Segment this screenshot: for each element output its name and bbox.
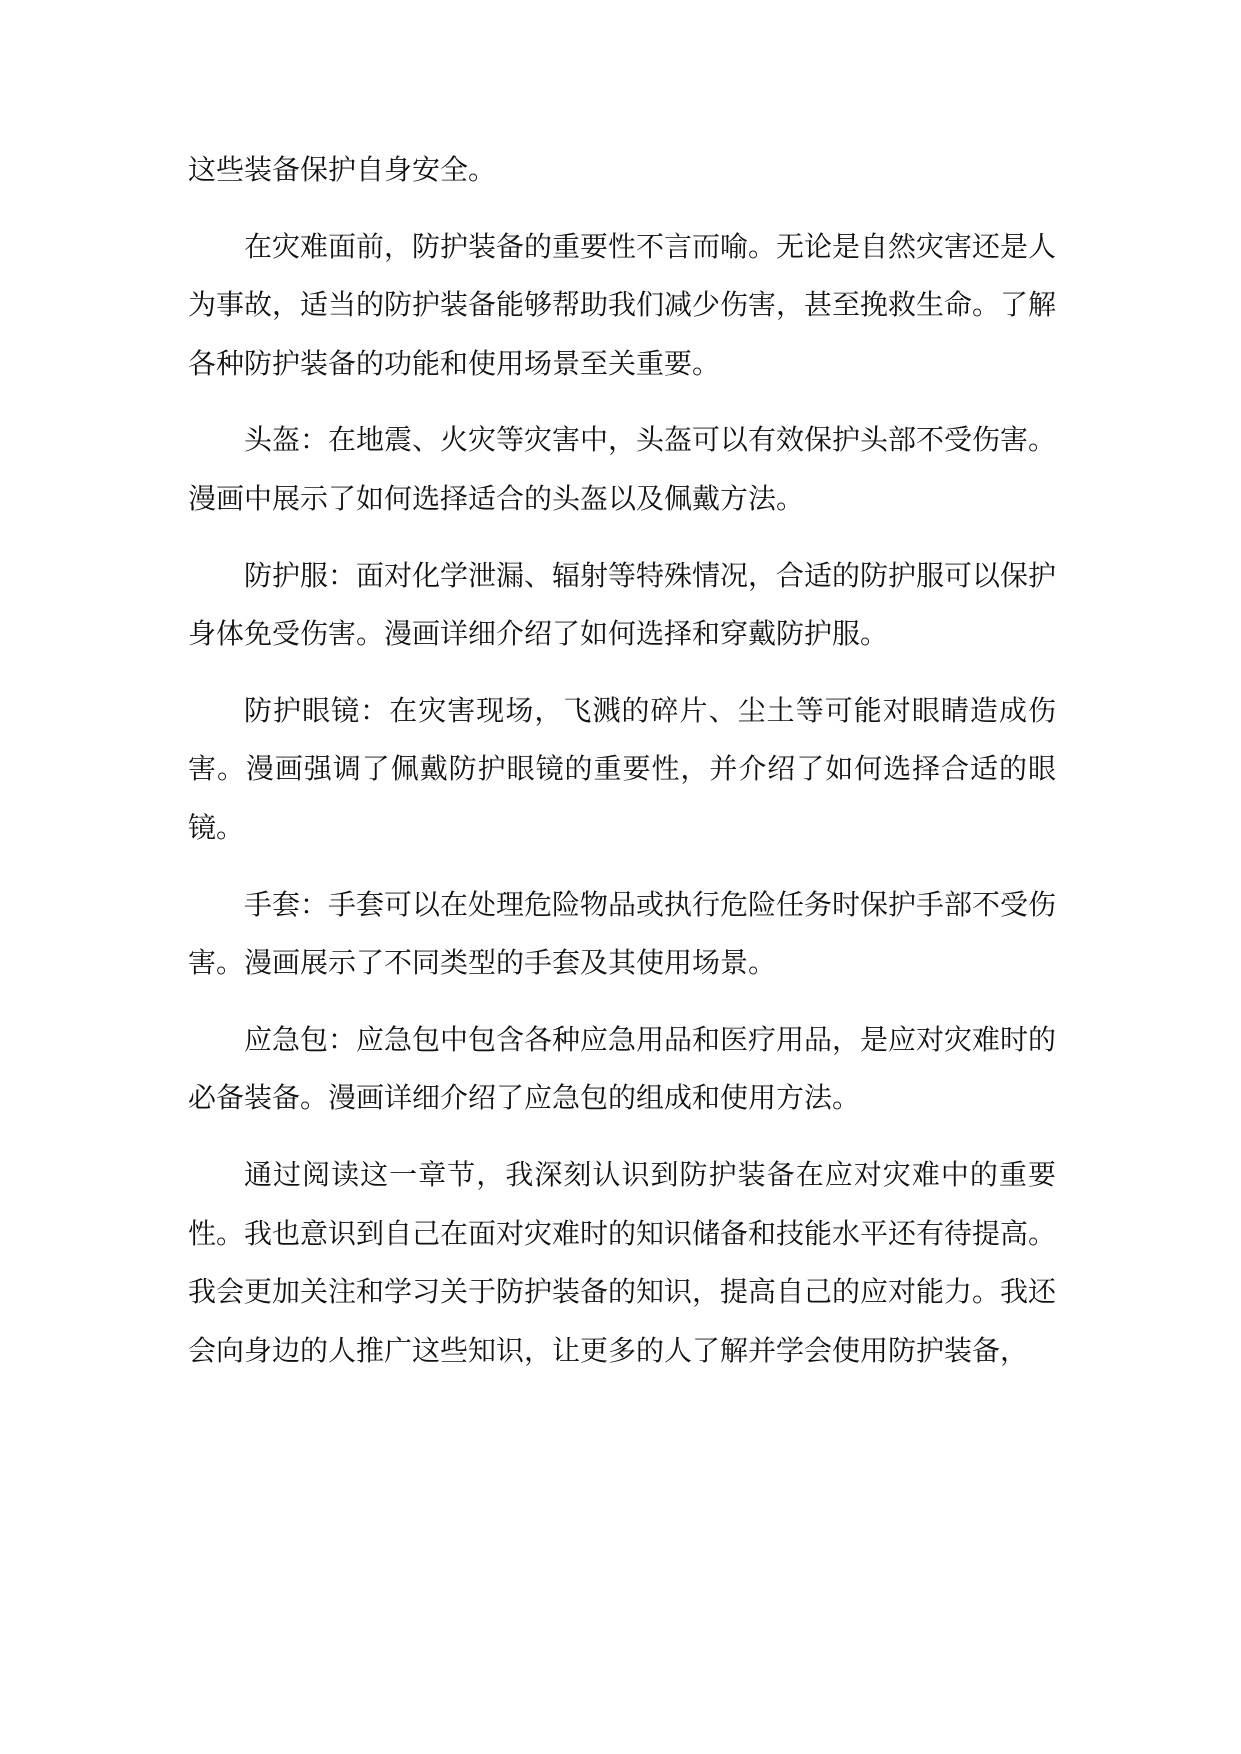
paragraph-reflection: 通过阅读这一章节，我深刻认识到防护装备在应对灾难中的重要性。我也意识到自己在面对灾难时的知识储备和技能水平还有待提高。我会更加关注和学习关于防护装备的知识，提高自己的应对能力。我还会向身边的人推广这些知识，让更多的人了解并学会使用防护装备， <box>188 1157 1057 1367</box>
paragraph-gloves: 手套：手套可以在处理危险物品或执行危险任务时保护手部不受伤害。漫画展示了不同类型的手套及其使用场景。 <box>188 887 1057 980</box>
paragraph-continuation: 这些装备保护自身安全。 <box>188 153 497 186</box>
body-text <box>188 141 1056 1398</box>
paragraph-intro: 在灾难面前，防护装备的重要性不言而喻。无论是自然灾害还是人为事故，适当的防护装备能够帮助我们减少伤害，甚至挽救生命。了解各种防护装备的功能和使用场景至关重要。 <box>188 229 1057 380</box>
paragraph-protective-suit: 防护服：面对化学泄漏、辐射等特殊情况，合适的防护服可以保护身体免受伤害。漫画详细介绍了如何选择和穿戴防护服。 <box>188 558 1057 651</box>
paragraph-goggles: 防护眼镜：在灾害现场，飞溅的碎片、尘土等可能对眼睛造成伤害。漫画强调了佩戴防护眼镜的重要性，并介绍了如何选择合适的眼镜。 <box>188 693 1056 844</box>
paragraph-helmet: 头盔：在地震、火灾等灾害中，头盔可以有效保护头部不受伤害。漫画中展示了如何选择适合的头盔以及佩戴方法。 <box>188 423 1057 515</box>
paragraph-emergency-kit: 应急包：应急包中包含各种应急用品和医疗用品，是应对灾难时的必备装备。漫画详细介绍了应急包的组成和使用方法。 <box>188 1022 1057 1115</box>
